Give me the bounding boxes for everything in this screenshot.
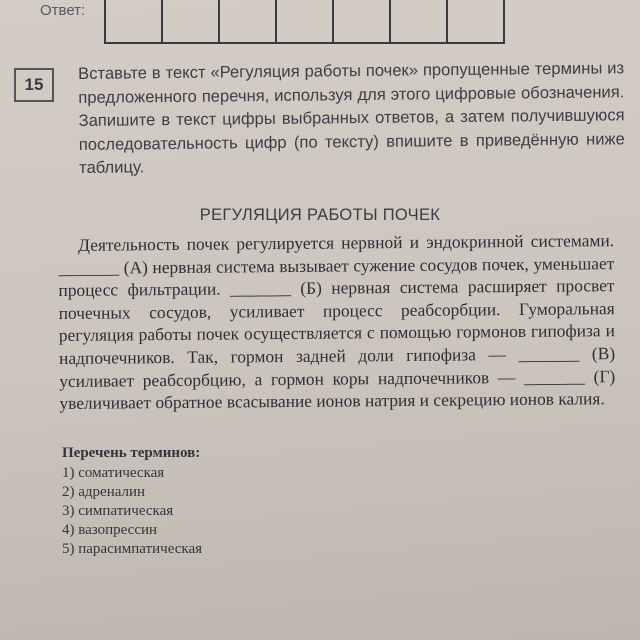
term-item: 2) адреналин (62, 484, 146, 500)
task-instruction: Вставьте в текст «Регуляция работы почек» пропущенные термины из предложенного перечня, используя для этого цифровые обозначения. Запишите в текст цифры выбранных ответов, а затем получившуюся последовательность цифр (по тексту) впишите в приведённую ниже таблицу. (78, 58, 625, 177)
answer-label: Ответ: (40, 2, 86, 19)
term-item: 5) парасимпатическая (62, 541, 202, 557)
answer-cell[interactable] (162, 0, 219, 43)
answer-cell[interactable] (219, 0, 276, 43)
terms-title: Перечень терминов: (62, 445, 201, 461)
term-item: 1) соматическая (62, 465, 165, 481)
term-item: 3) симпатическая (62, 503, 174, 519)
text-title: РЕГУЛЯЦИЯ РАБОТЫ ПОЧЕК (199, 206, 441, 224)
answer-cell[interactable] (447, 0, 504, 43)
text-paragraph: Деятельность почек регулируется нервной и эндокринной системами. _______ (А) нервная система вызывает сужение сосудов почек, уменьшает процесс фильтрации. _______ (Б) нервная система расширяет просвет почечных сосудов, усиливает процесс реабсорбции. Гуморальная регуляция работы почек осуществляется с помощью гормонов гипофиза и надпочечников. Так, гормон задней доли гипофиза — _______ (В) усиливает реабсорбцию, а гормон коры надпочечников — _______ (Г) увеличивает обратное всасывание ионов натрия и секрецию ионов калия. (58, 230, 616, 414)
text-body (58, 229, 616, 415)
answer-cell[interactable] (276, 0, 333, 43)
answer-row (0, 0, 640, 50)
answer-table (104, 0, 505, 44)
answer-cell[interactable] (105, 0, 162, 43)
task-number: 15 (14, 68, 54, 102)
terms-list (62, 444, 322, 559)
answer-cell[interactable] (333, 0, 390, 43)
term-item: 4) вазопрессин (62, 522, 158, 538)
answer-cell[interactable] (390, 0, 447, 43)
